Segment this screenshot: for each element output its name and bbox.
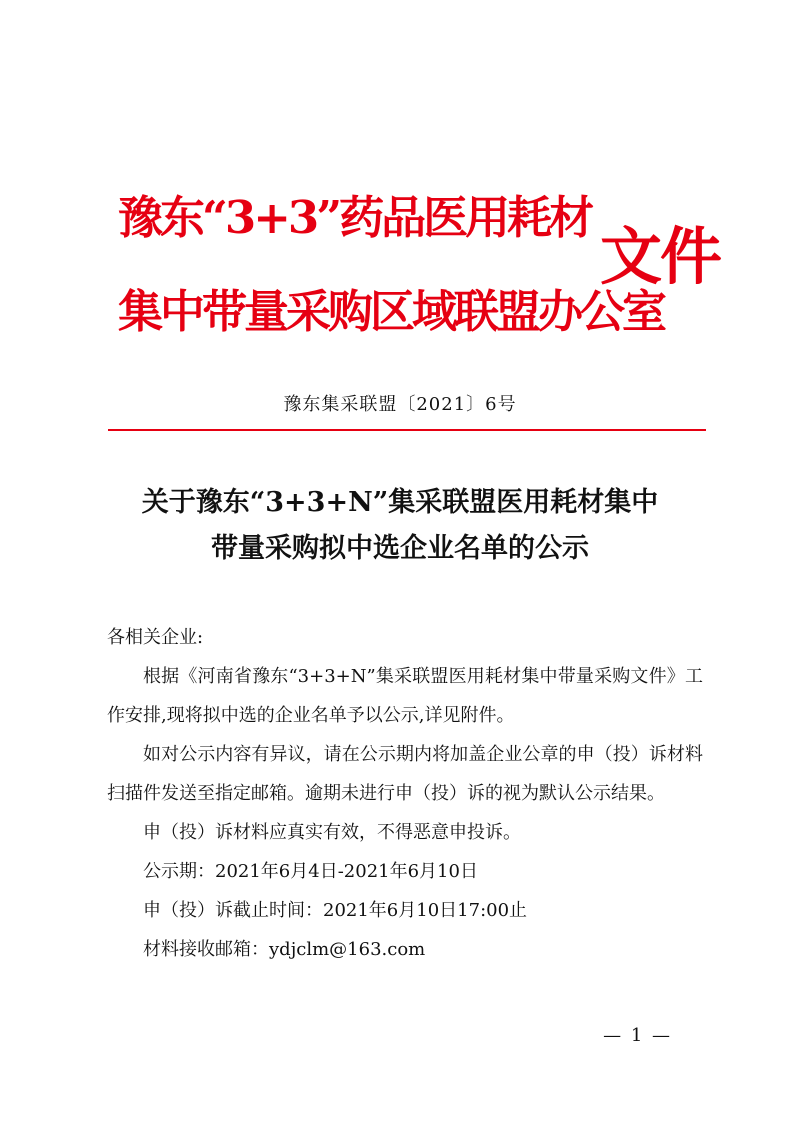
document-number: 豫东集采联盟〔2021〕6号: [283, 394, 517, 415]
paragraph-authenticity: 申（投）诉材料应真实有效，不得恶意申投诉。: [143, 822, 521, 843]
red-divider: [108, 429, 706, 431]
salutation: 各相关企业:: [107, 627, 204, 648]
page-number: — 1 —: [603, 1025, 672, 1046]
header-line-2: 集中带量采购区域联盟办公室: [118, 285, 665, 338]
title-line-2: 带量采购拟中选企业名单的公示: [211, 533, 589, 564]
document-body: [107, 618, 703, 969]
publicity-period: 公示期：2021年6月4日-2021年6月10日: [143, 861, 478, 882]
document-title: [100, 480, 700, 572]
header-document-label: 文件: [600, 220, 721, 293]
complaint-deadline: 申（投）诉截止时间：2021年6月10日17:00止: [143, 900, 528, 921]
title-line-1: 关于豫东“3+3+N”集采联盟医用耗材集中: [141, 487, 659, 518]
paragraph-basis: 根据《河南省豫东“3+3+N”集采联盟医用耗材集中带量采购文件》工作安排,现将拟中选的企业名单予以公示,详见附件。: [107, 666, 703, 726]
receiving-email: 材料接收邮箱：ydjclm@163.com: [143, 939, 426, 960]
paragraph-objection: 如对公示内容有异议，请在公示期内将加盖企业公章的申（投）诉材料扫描件发送至指定邮箱。逾期未进行申（投）诉的视为默认公示结果。: [107, 744, 703, 804]
issuing-office-header: [118, 187, 664, 343]
header-line-1: 豫东“3+3”药品医用耗材: [118, 191, 592, 244]
